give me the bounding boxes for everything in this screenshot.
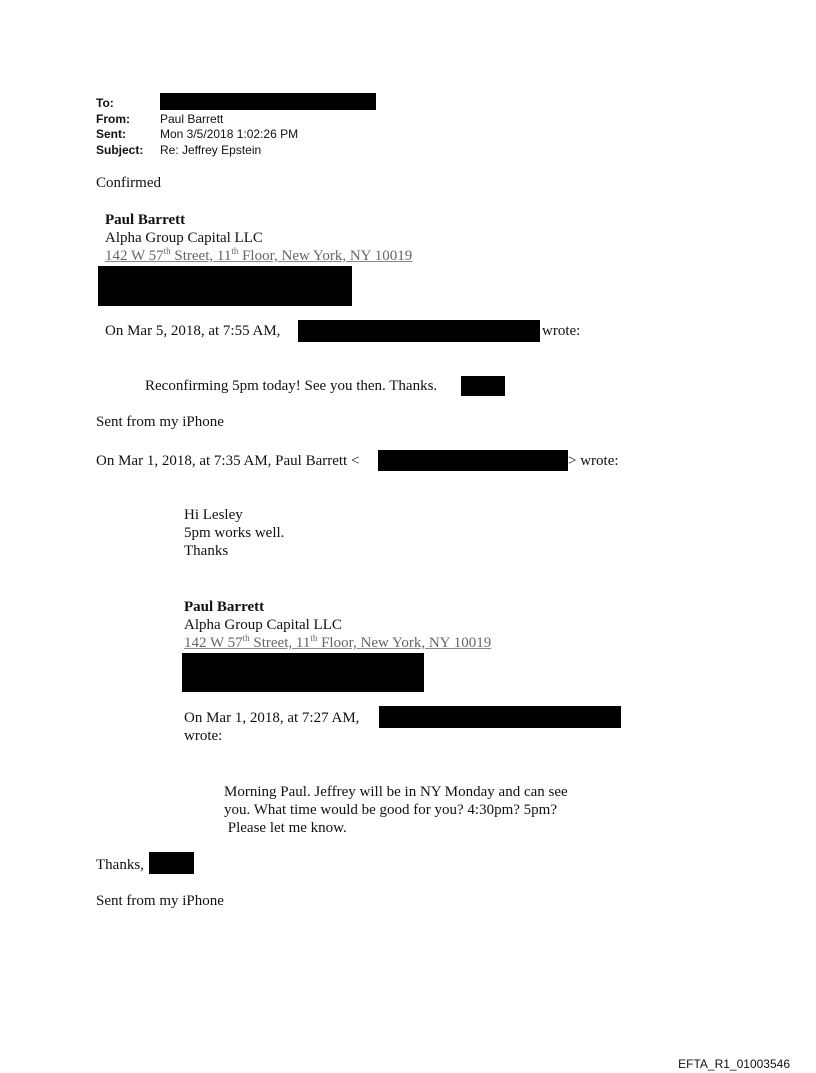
quote-wrote-2: > wrote: xyxy=(568,453,619,469)
sent-from-iphone-1: Sent from my iPhone xyxy=(96,414,224,430)
quote-header-3: On Mar 1, 2018, at 7:27 AM, xyxy=(184,710,360,726)
reply-line-3: Thanks xyxy=(184,543,229,559)
quote-header-1: On Mar 5, 2018, at 7:55 AM, xyxy=(105,323,281,339)
from-label: From: xyxy=(96,112,130,126)
original-line-2: you. What time would be good for you? 4:30pm? 5pm? xyxy=(224,802,557,818)
subject-label: Subject: xyxy=(96,143,144,157)
redacted-initials-1 xyxy=(461,376,505,396)
signature-address: 142 W 57th Street, 11th Floor, New York, NY 10019 xyxy=(105,246,413,264)
document-id: EFTA_R1_01003546 xyxy=(678,1057,790,1071)
quote-wrote-3: wrote: xyxy=(184,728,223,744)
subject-value: Re: Jeffrey Epstein xyxy=(160,143,262,157)
reply-line-1: Hi Lesley xyxy=(184,507,243,523)
reply-line-2: 5pm works well. xyxy=(184,525,285,541)
sent-label: Sent: xyxy=(96,127,126,141)
signature-name-2: Paul Barrett xyxy=(184,599,265,615)
from-value: Paul Barrett xyxy=(160,112,224,126)
signature-address-2: 142 W 57th Street, 11th Floor, New York, NY 10019 xyxy=(184,633,492,651)
redacted-contact-2 xyxy=(182,653,424,692)
redacted-recipient xyxy=(160,93,376,110)
original-line-3: Please let me know. xyxy=(224,820,347,836)
sent-value: Mon 3/5/2018 1:02:26 PM xyxy=(160,127,299,141)
quote-wrote-1: wrote: xyxy=(542,323,581,339)
redacted-contact xyxy=(98,266,352,306)
redacted-sender-1 xyxy=(298,320,540,342)
redacted-initials-2 xyxy=(149,852,194,874)
original-line-1: Morning Paul. Jeffrey will be in NY Monday and can see xyxy=(224,784,568,800)
quote-header-2: On Mar 1, 2018, at 7:35 AM, Paul Barrett < xyxy=(96,453,360,469)
redacted-sender-2 xyxy=(379,706,621,728)
signature-company-2: Alpha Group Capital LLC xyxy=(184,617,342,633)
confirmed-text: Confirmed xyxy=(96,175,161,191)
signature-company: Alpha Group Capital LLC xyxy=(105,230,263,246)
to-label: To: xyxy=(96,96,114,110)
thanks-text: Thanks, xyxy=(96,857,144,873)
reconfirm-text: Reconfirming 5pm today! See you then. Thanks. xyxy=(145,378,438,394)
signature-name: Paul Barrett xyxy=(105,212,186,228)
sent-from-iphone-2: Sent from my iPhone xyxy=(96,893,224,909)
redacted-email-1 xyxy=(378,450,568,471)
